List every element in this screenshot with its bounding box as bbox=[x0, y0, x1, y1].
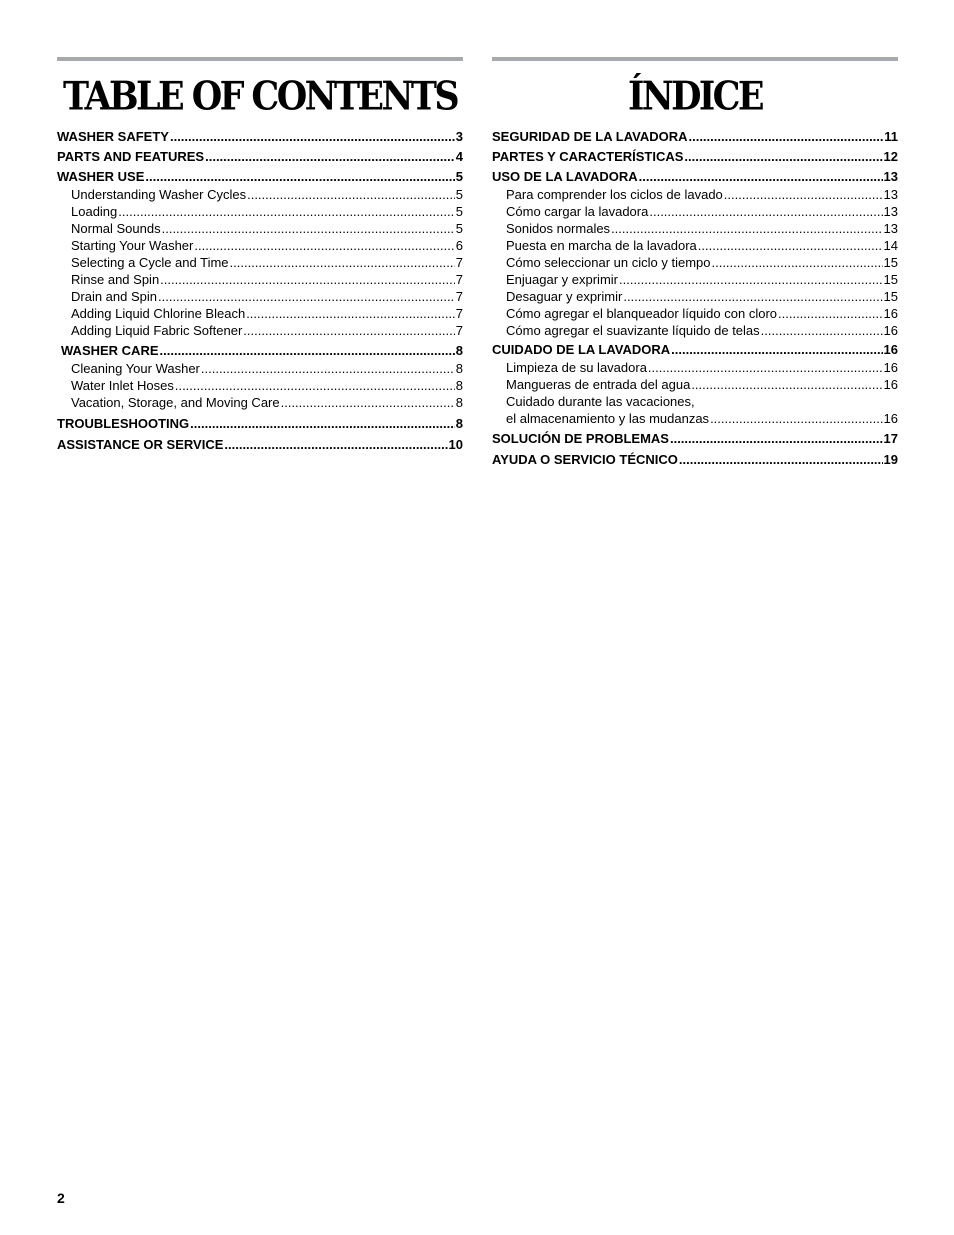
toc-entry-label: SEGURIDAD DE LA LAVADORA bbox=[492, 129, 688, 144]
toc-entry-label: SOLUCIÓN DE PROBLEMAS bbox=[492, 431, 669, 446]
toc-entry-understanding-washer-cycles[interactable] bbox=[57, 186, 463, 203]
leader-dots bbox=[670, 429, 883, 449]
toc-entry-label: Adding Liquid Fabric Softener bbox=[71, 323, 243, 338]
toc-entry-seguridad[interactable] bbox=[492, 127, 898, 147]
toc-entry-drain-and-spin[interactable] bbox=[57, 288, 463, 305]
toc-entry-page: 6 bbox=[455, 238, 463, 253]
toc-entry-ciclos[interactable] bbox=[492, 186, 898, 203]
spanish-toc-list bbox=[492, 127, 898, 470]
toc-entry-label: Vacation, Storage, and Moving Care bbox=[71, 395, 280, 410]
toc-entry-enjuagar[interactable] bbox=[492, 271, 898, 288]
toc-entry-water-inlet-hoses[interactable] bbox=[57, 377, 463, 394]
leader-dots bbox=[778, 305, 883, 322]
toc-entry-label: Normal Sounds bbox=[71, 221, 161, 236]
toc-entry-label: ASSISTANCE OR SERVICE bbox=[57, 437, 224, 452]
toc-entry-label: Para comprender los ciclos de lavado bbox=[506, 187, 723, 202]
toc-entry-ayuda[interactable] bbox=[492, 450, 898, 470]
toc-entry-parts-and-features[interactable] bbox=[57, 147, 463, 167]
toc-entry-label: PARTS AND FEATURES bbox=[57, 149, 205, 164]
toc-entry-adding-liquid-fabric-softener[interactable] bbox=[57, 322, 463, 339]
toc-entry-label: Cómo seleccionar un ciclo y tiempo bbox=[506, 255, 711, 270]
leader-dots bbox=[649, 203, 882, 220]
leader-dots bbox=[224, 435, 447, 455]
leader-dots bbox=[639, 167, 883, 187]
leader-dots bbox=[671, 340, 882, 360]
toc-entry-page: 5 bbox=[455, 169, 463, 184]
leader-dots bbox=[162, 220, 455, 237]
toc-entry-page: 4 bbox=[455, 149, 463, 164]
leader-dots bbox=[118, 203, 454, 220]
toc-entry-label: USO DE LA LAVADORA bbox=[492, 169, 638, 184]
toc-entry-label: Adding Liquid Chlorine Bleach bbox=[71, 306, 246, 321]
leader-dots bbox=[611, 220, 882, 237]
leader-dots bbox=[205, 147, 455, 167]
english-toc-title: TABLE OF CONTENTS bbox=[62, 73, 458, 120]
toc-entry-page: 13 bbox=[883, 187, 898, 202]
toc-entry-page: 16 bbox=[883, 360, 898, 375]
toc-entry-assistance-or-service[interactable] bbox=[57, 435, 463, 455]
leader-dots bbox=[684, 147, 882, 167]
toc-entry-puesta-en-marcha[interactable] bbox=[492, 237, 898, 254]
toc-entry-page: 17 bbox=[883, 431, 898, 446]
toc-entry-label: Water Inlet Hoses bbox=[71, 378, 174, 393]
toc-entry-label: WASHER CARE bbox=[61, 343, 159, 358]
toc-entry-label: CUIDADO DE LA LAVADORA bbox=[492, 342, 671, 357]
spanish-top-rule bbox=[492, 57, 898, 61]
toc-entry-loading[interactable] bbox=[57, 203, 463, 220]
toc-entry-label: TROUBLESHOOTING bbox=[57, 416, 190, 431]
toc-entry-vacation-storage-moving-care[interactable] bbox=[57, 394, 463, 411]
spanish-toc-title: ÍNDICE bbox=[627, 73, 763, 120]
toc-entry-partes[interactable] bbox=[492, 147, 898, 167]
leader-dots bbox=[175, 377, 455, 394]
toc-entry-page: 8 bbox=[455, 361, 463, 376]
toc-entry-label: Cleaning Your Washer bbox=[71, 361, 200, 376]
leader-dots bbox=[691, 376, 882, 393]
leader-dots bbox=[281, 394, 455, 411]
leader-dots bbox=[761, 322, 883, 339]
toc-entry-seleccionar-ciclo[interactable] bbox=[492, 254, 898, 271]
toc-entry-suavizante[interactable] bbox=[492, 322, 898, 339]
toc-entry-sonidos[interactable] bbox=[492, 220, 898, 237]
toc-entry-label: Cómo agregar el blanqueador líquido con cloro bbox=[506, 306, 778, 321]
leader-dots bbox=[190, 414, 455, 434]
toc-entry-label: Desaguar y exprimir bbox=[506, 289, 623, 304]
toc-entry-label: Understanding Washer Cycles bbox=[71, 187, 247, 202]
toc-entry-label: WASHER USE bbox=[57, 169, 145, 184]
toc-entry-label: Mangueras de entrada del agua bbox=[506, 377, 691, 392]
leader-dots bbox=[711, 254, 882, 271]
leader-dots bbox=[623, 288, 882, 305]
toc-entry-label: WASHER SAFETY bbox=[57, 129, 169, 144]
leader-dots bbox=[170, 127, 455, 147]
toc-entry-page: 7 bbox=[455, 289, 463, 304]
toc-entry-uso[interactable] bbox=[492, 167, 898, 187]
toc-entry-blanqueador[interactable] bbox=[492, 305, 898, 322]
toc-entry-washer-use[interactable] bbox=[57, 167, 463, 187]
toc-entry-washer-safety[interactable] bbox=[57, 127, 463, 147]
toc-entry-page: 10 bbox=[448, 437, 463, 452]
toc-entry-cleaning-your-washer[interactable] bbox=[57, 360, 463, 377]
leader-dots bbox=[688, 127, 883, 147]
toc-entry-label: Cómo cargar la lavadora bbox=[506, 204, 649, 219]
toc-entry-page: 3 bbox=[455, 129, 463, 144]
leader-dots bbox=[145, 167, 454, 187]
page-number: 2 bbox=[57, 1190, 65, 1206]
toc-entry-page: 13 bbox=[883, 221, 898, 236]
toc-entry-label: Enjuagar y exprimir bbox=[506, 272, 618, 287]
toc-entry-page: 16 bbox=[883, 306, 898, 321]
toc-entry-solucion[interactable] bbox=[492, 429, 898, 449]
leader-dots bbox=[724, 186, 883, 203]
toc-entry-page: 7 bbox=[455, 323, 463, 338]
leader-dots bbox=[679, 450, 883, 470]
toc-entry-page: 5 bbox=[455, 187, 463, 202]
toc-entry-label: Drain and Spin bbox=[71, 289, 157, 304]
english-top-rule bbox=[57, 57, 463, 61]
toc-entry-troubleshooting[interactable] bbox=[57, 414, 463, 434]
toc-entry-page: 8 bbox=[455, 416, 463, 431]
toc-entry-page: 15 bbox=[883, 272, 898, 287]
toc-entry-adding-liquid-chlorine-bleach[interactable] bbox=[57, 305, 463, 322]
leader-dots bbox=[698, 237, 883, 254]
toc-entry-page: 16 bbox=[883, 323, 898, 338]
toc-entry-page: 16 bbox=[883, 377, 898, 392]
leader-dots bbox=[230, 254, 455, 271]
toc-entry-page: 8 bbox=[455, 395, 463, 410]
toc-entry-label: Limpieza de su lavadora bbox=[506, 360, 647, 375]
toc-entry-page: 5 bbox=[455, 221, 463, 236]
toc-entry-label: Puesta en marcha de la lavadora bbox=[506, 238, 697, 253]
toc-entry-page: 13 bbox=[883, 204, 898, 219]
leader-dots bbox=[648, 359, 883, 376]
toc-entry-page: 16 bbox=[883, 342, 898, 357]
toc-entry-page: 7 bbox=[455, 306, 463, 321]
english-toc-column bbox=[57, 57, 463, 455]
toc-entry-label: Loading bbox=[71, 204, 118, 219]
toc-entry-cuidado-vacaciones-line1[interactable]: Cuidado durante las vacaciones, bbox=[506, 394, 695, 409]
toc-entry-label: el almacenamiento y las mudanzas bbox=[506, 411, 710, 426]
toc-entry-page: 7 bbox=[455, 255, 463, 270]
toc-entry-starting-your-washer[interactable] bbox=[57, 237, 463, 254]
toc-entry-page: 12 bbox=[883, 149, 898, 164]
toc-entry-normal-sounds[interactable] bbox=[57, 220, 463, 237]
toc-entry-page: 8 bbox=[455, 378, 463, 393]
leader-dots bbox=[160, 271, 455, 288]
leader-dots bbox=[247, 186, 455, 203]
toc-entry-mangueras[interactable] bbox=[492, 376, 898, 393]
toc-entry-page: 15 bbox=[883, 255, 898, 270]
toc-entry-page: 8 bbox=[455, 343, 463, 358]
toc-entry-page: 11 bbox=[884, 129, 898, 144]
toc-entry-selecting-cycle-and-time[interactable] bbox=[57, 254, 463, 271]
toc-entry-page: 14 bbox=[883, 238, 898, 253]
spanish-toc-column bbox=[492, 57, 898, 470]
toc-entry-page: 5 bbox=[455, 204, 463, 219]
toc-entry-label: Starting Your Washer bbox=[71, 238, 194, 253]
toc-entry-label: AYUDA O SERVICIO TÉCNICO bbox=[492, 452, 678, 467]
leader-dots bbox=[160, 341, 455, 361]
leader-dots bbox=[194, 237, 454, 254]
leader-dots bbox=[201, 360, 455, 377]
leader-dots bbox=[619, 271, 883, 288]
toc-entry-page: 19 bbox=[883, 452, 898, 467]
toc-entry-cargar[interactable] bbox=[492, 203, 898, 220]
leader-dots bbox=[710, 410, 882, 427]
toc-entry-cuidado-vacaciones-line2[interactable] bbox=[492, 410, 898, 427]
toc-entry-rinse-and-spin[interactable] bbox=[57, 271, 463, 288]
toc-entry-page: 16 bbox=[883, 411, 898, 426]
toc-entry-page: 13 bbox=[883, 169, 898, 184]
toc-entry-label: Cómo agregar el suavizante líquido de telas bbox=[506, 323, 760, 338]
leader-dots bbox=[243, 322, 454, 339]
toc-entry-label: PARTES Y CARACTERÍSTICAS bbox=[492, 149, 684, 164]
toc-entry-cuidado[interactable] bbox=[492, 340, 898, 360]
toc-entry-washer-care[interactable] bbox=[57, 341, 463, 361]
toc-entry-page: 7 bbox=[455, 272, 463, 287]
toc-entry-label: Sonidos normales bbox=[506, 221, 611, 236]
toc-entry-label: Rinse and Spin bbox=[71, 272, 160, 287]
toc-entry-page: 15 bbox=[883, 289, 898, 304]
leader-dots bbox=[246, 305, 455, 322]
toc-entry-label: Selecting a Cycle and Time bbox=[71, 255, 229, 270]
toc-entry-limpieza[interactable] bbox=[492, 359, 898, 376]
toc-entry-desaguar[interactable] bbox=[492, 288, 898, 305]
english-toc-list bbox=[57, 127, 463, 455]
leader-dots bbox=[158, 288, 455, 305]
